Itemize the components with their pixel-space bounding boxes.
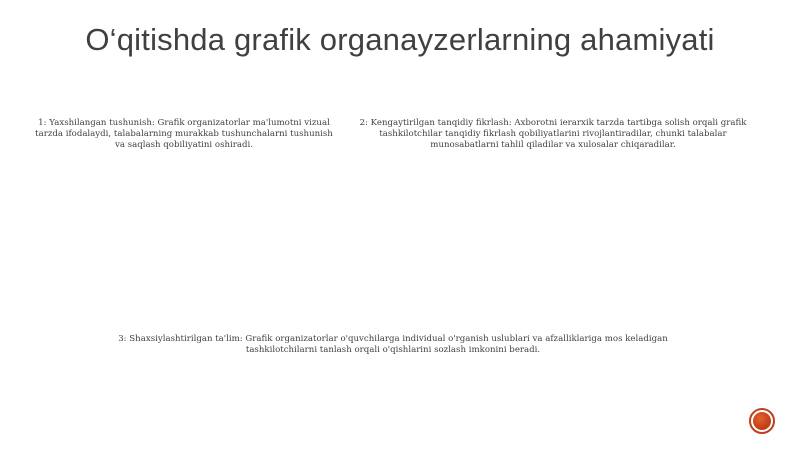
paragraph-3: 3: Shaxsiylashtirilgan ta'lim: Grafik organizatorlar o'quvchilarga individual o'rganish uslublari va afzalliklariga mos keladigan tashkilotchilarni tanlash orqali o'qishlarini sozlash imkonini beradi. [118, 334, 668, 355]
next-slide-circle-icon[interactable] [749, 408, 775, 434]
nav-button-inner [753, 412, 771, 430]
slide-title: O‘qitishda grafik organayzerlarning ahamiyati [85, 22, 715, 57]
paragraph-1: 1: Yaxshilangan tushunish: Grafik organizatorlar ma'lumotni vizual tarzda ifodalaydi, talabalarning murakkab tushunchalarni tushunish va saqlash qobiliyatini oshiradi. [35, 118, 333, 150]
paragraph-2: 2: Kengaytirilgan tanqidiy fikrlash: Axborotni ierarxik tarzda tartibga solish orqali grafik tashkilotchilar tanqidiy fikrlash qobiliyatlarini rivojlantiradilar, chunki talabalar munosabatlarni tahlil qiladilar va xulosalar chiqaradilar. [359, 118, 747, 150]
